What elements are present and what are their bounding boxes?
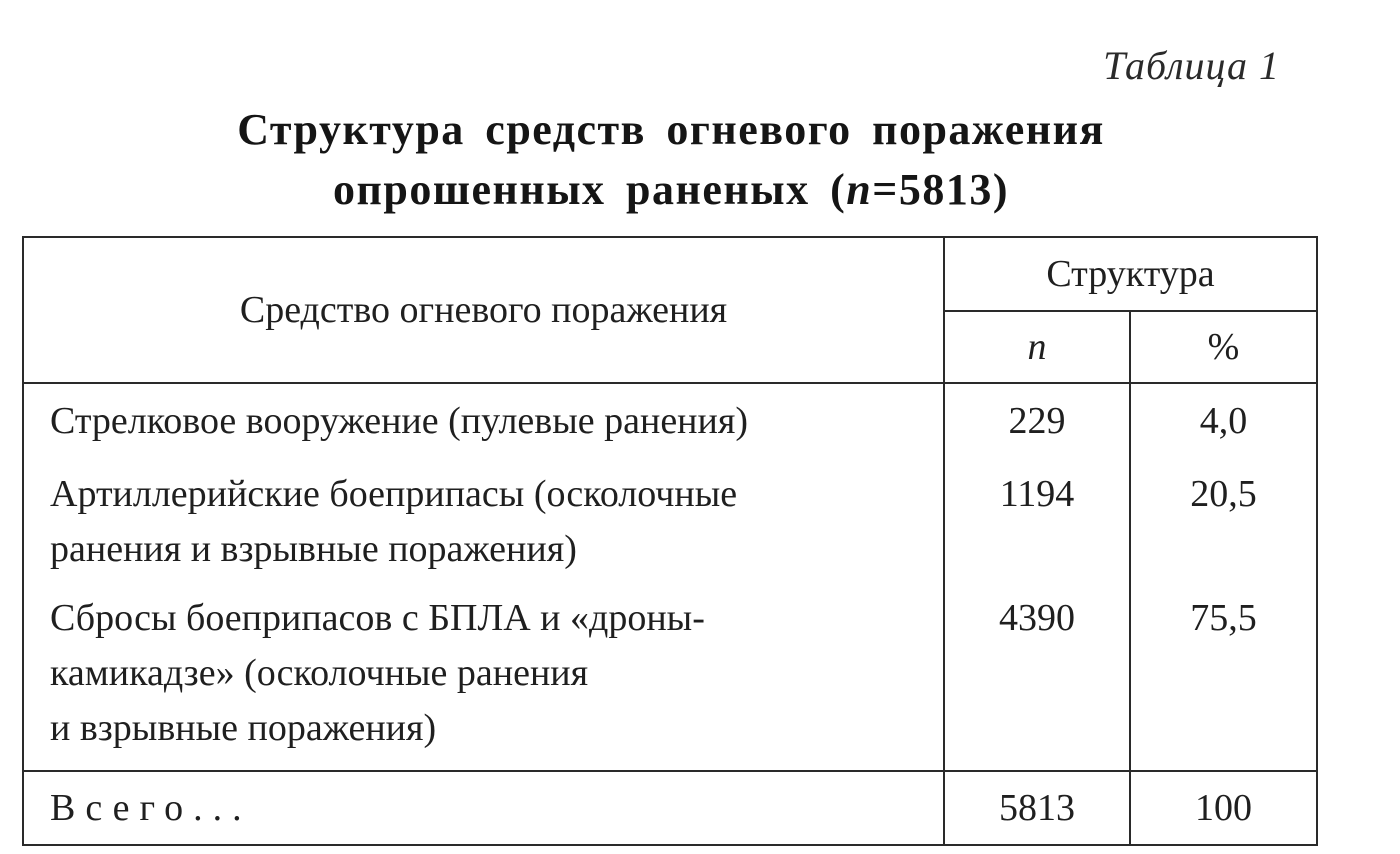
header-n: n: [944, 311, 1130, 383]
table-row: [23, 383, 1317, 449]
header-structure: Структура: [944, 237, 1317, 311]
row-percent: 20,5: [1130, 449, 1317, 577]
row-n: 1194: [944, 449, 1130, 577]
total-percent: 100: [1130, 771, 1317, 845]
row-name: [23, 577, 944, 771]
title-line-1: Структура средств огневого поражения: [237, 105, 1105, 154]
row-percent: 4,0: [1130, 383, 1317, 449]
title-line-2-prefix: опрошенных раненых (: [333, 165, 847, 214]
total-n: 5813: [944, 771, 1130, 845]
row-name-line: Артиллерийские боеприпасы (осколочные: [50, 473, 738, 515]
table-title: [0, 100, 1342, 220]
row-name-line: и взрывные поражения): [50, 707, 437, 749]
row-n: 229: [944, 383, 1130, 449]
row-n: 4390: [944, 577, 1130, 771]
table-row: [23, 449, 1317, 577]
row-name: [23, 449, 944, 577]
row-name-line: ранения и взрывные поражения): [50, 528, 577, 570]
row-percent: 75,5: [1130, 577, 1317, 771]
row-name: [23, 383, 944, 449]
total-row: [23, 771, 1317, 845]
total-label: Всего...: [23, 771, 944, 845]
title-line-2: [0, 160, 1342, 220]
title-line-2-suffix: =5813): [872, 165, 1009, 214]
title-n-symbol: n: [846, 165, 873, 214]
row-name-line: Сбросы боеприпасов с БПЛА и «дроны-: [50, 597, 705, 639]
header-percent: %: [1130, 311, 1317, 383]
row-name-line: Стрелковое вооружение (пулевые ранения): [50, 400, 748, 442]
row-name-line: камикадзе» (осколочные ранения: [50, 652, 589, 694]
table-caption: Таблица 1: [1103, 43, 1280, 88]
data-table: [22, 236, 1318, 846]
table-row: [23, 577, 1317, 771]
header-weapon-type: Средство огневого поражения: [23, 237, 944, 383]
